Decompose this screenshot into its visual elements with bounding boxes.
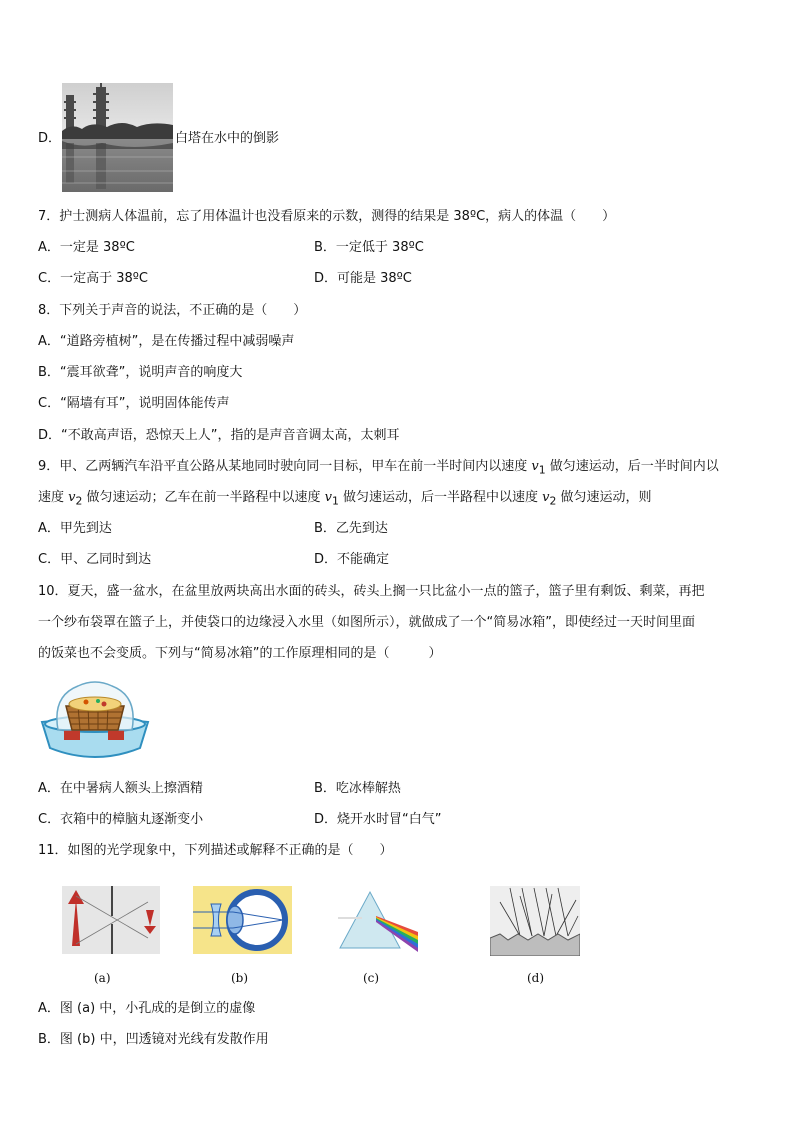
q7-option-d: D．可能是 38ºC	[314, 271, 412, 286]
q10-option-b: B．吃冰棒解热	[314, 781, 401, 796]
caption-c: (c)	[363, 971, 380, 985]
q9-stem-line1: 9．甲、乙两辆汽车沿平直公路从某地同时驶向同一目标，甲车在前一半时间内以速度 $v_1$ 做匀速运动，后一半时间内以	[38, 459, 719, 477]
q11-option-b: B．图 (b) 中，凹透镜对光线有发散作用	[38, 1032, 269, 1047]
q11-stem: 11．如图的光学现象中，下列描述或解释不正确的是（ ）	[38, 843, 393, 858]
q10-option-d: D．烧开水时冒“白气”	[314, 812, 442, 827]
q8-option-b: B．“震耳欲聋”，说明声音的响度大	[38, 365, 243, 380]
figure-b-concave-lens-eye	[193, 886, 292, 954]
caption-d: (d)	[527, 971, 545, 985]
q9-stem-line2: 速度 $v_2$ 做匀速运动；乙车在前一半路程中以速度 $v_1$ 做匀速运动，后一半路程中以速度 $v_2$ 做匀速运动，则	[38, 490, 652, 508]
q9-option-d: D．不能确定	[314, 552, 390, 567]
q8-stem: 8．下列关于声音的说法，不正确的是（ ）	[38, 303, 307, 318]
figure-a-pinhole	[62, 886, 160, 954]
q9-option-b: B．乙先到达	[314, 521, 388, 536]
q7-option-a: A．一定是 38ºC	[38, 240, 135, 255]
q7-option-b: B．一定低于 38ºC	[314, 240, 424, 255]
figure-d-diffuse-reflection	[490, 886, 580, 956]
q6-option-d-label: D．	[38, 131, 62, 146]
q10-option-a: A．在中暑病人额头上擦酒精	[38, 781, 203, 796]
q9-option-a: A．甲先到达	[38, 521, 112, 536]
q10-stem-line3: 的饭菜也不会变质。下列与“简易冰箱”的工作原理相同的是（ ）	[38, 646, 442, 661]
q8-option-d: D．“不敢高声语，恐惊天上人”，指的是声音音调太高，太刺耳	[38, 428, 400, 443]
q10-option-c: C．衣箱中的樟脑丸逐渐变小	[38, 812, 204, 827]
q9-option-c: C．甲、乙同时到达	[38, 552, 152, 567]
figure-c-prism	[338, 888, 418, 952]
caption-b: (b)	[231, 971, 249, 985]
simple-refrigerator-figure	[38, 676, 152, 768]
q10-stem-line2: 一个纱布袋罩在篮子上，并使袋口的边缘浸入水里（如图所示），就做成了一个“简易冰箱”，即使经过一天时间里面	[38, 615, 695, 630]
q6-option-d-text: 白塔在水中的倒影	[175, 131, 280, 146]
q7-stem: 7．护士测病人体温前，忘了用体温计也没看原来的示数，测得的结果是 38ºC，病人的体温（ ）	[38, 209, 616, 224]
q10-stem-line1: 10．夏天，盛一盆水，在盆里放两块高出水面的砖头，砖头上搁一只比盆小一点的篮子，篮子里有剩饭、剩菜，再把	[38, 584, 705, 599]
q8-option-c: C．“隔墙有耳”，说明固体能传声	[38, 396, 230, 411]
q11-option-a: A．图 (a) 中，小孔成的是倒立的虚像	[38, 1001, 256, 1016]
caption-a: (a)	[94, 971, 111, 985]
pagoda-reflection-photo	[62, 83, 173, 192]
q8-option-a: A．“道路旁植树”，是在传播过程中减弱噪声	[38, 334, 295, 349]
q7-option-c: C．一定高于 38ºC	[38, 271, 148, 286]
